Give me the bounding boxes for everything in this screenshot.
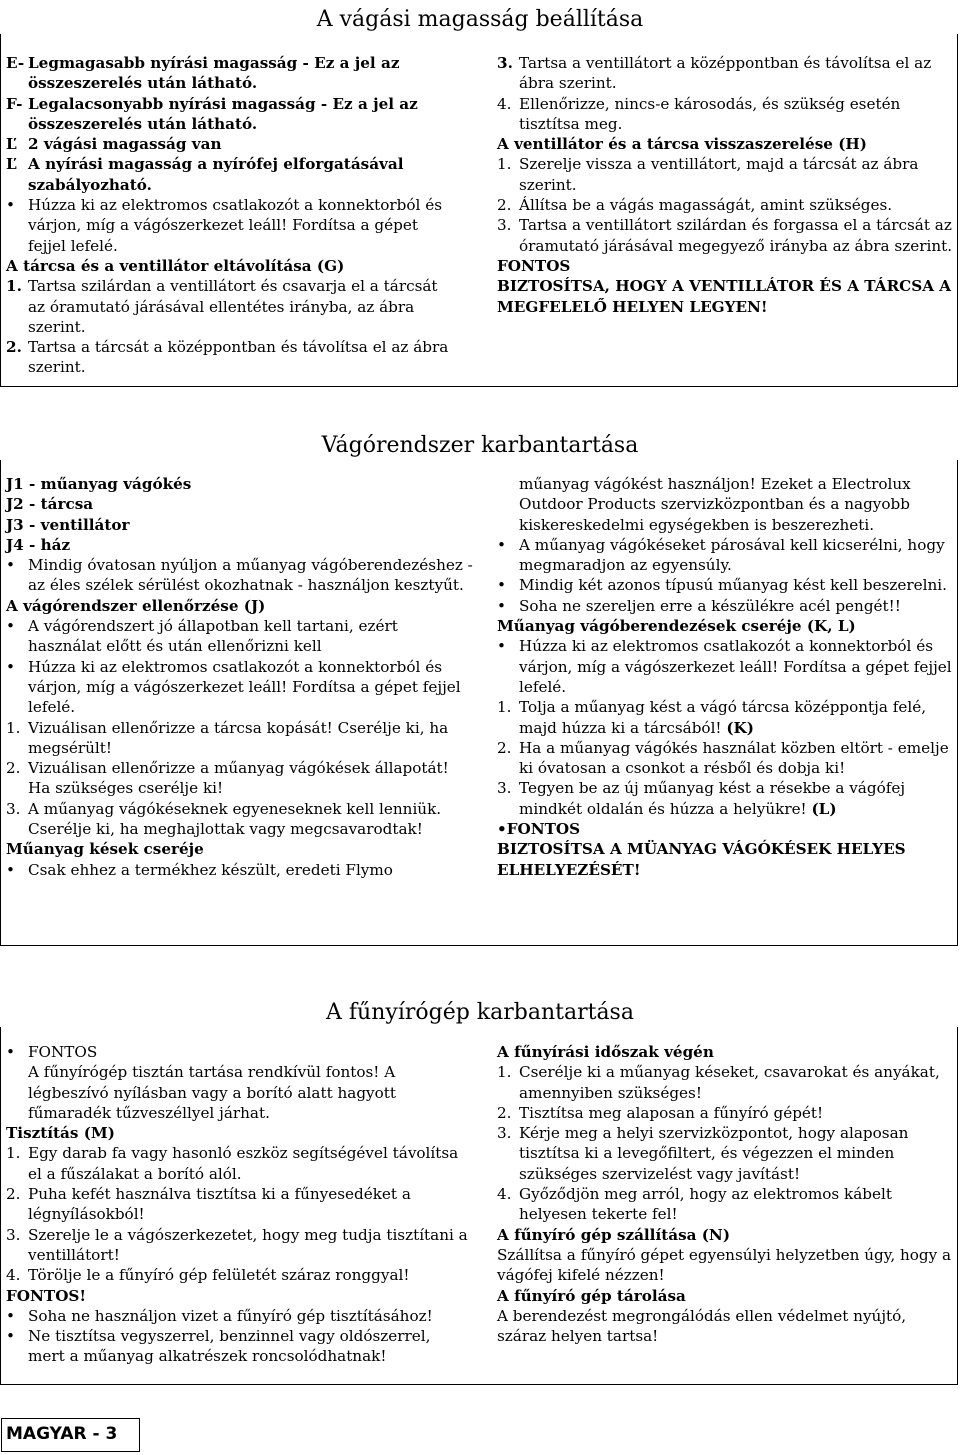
page-footer-label: MAGYAR - 3 (1, 1418, 140, 1452)
section-cutting-height-title: A vágási magasság beállítása (0, 6, 960, 34)
heading-transport: A fűnyíró gép szállítása (N) (497, 1225, 731, 1244)
list-item: 3. Kérje meg a helyi szervizközpontot, hogy alaposan tisztítsa ki a levegőfiltert, és végezzen el minden szükséges szervizelést vagy javítást! (497, 1124, 909, 1183)
part-j4: J4 - ház (6, 535, 71, 554)
list-item: • Húzza ki az elektromos csatlakozót a konnektorból és várjon, míg a vágószerkezet leáll! Fordítsa a gépet fejjel lefelé. (497, 637, 952, 696)
heading-storage: A fűnyíró gép tárolása (497, 1286, 686, 1305)
s1-right-column (497, 53, 957, 317)
list-item: 3. A műanyag vágókéseknek egyeneseknek kell lenniük. Cserélje ki, ha meghajlottak vagy megcsavarodtak! (6, 799, 442, 839)
list-item: 3. Szerelje le a vágószerkezetet, hogy meg tudja tisztítani a ventillátort! (6, 1225, 468, 1264)
s3-left-column (6, 1042, 468, 1367)
important-label: FONTOS! (6, 1286, 87, 1305)
list-item: 2. Vizuálisan ellenőrizze a műanyag vágókések állapotát! Ha szükséges cserélje ki! (6, 759, 449, 798)
part-j2: J2 - tárcsa (6, 495, 94, 514)
list-item: • Mindig óvatosan nyúljon a műanyag vágóberendezéshez - az éles szélek sérülést okozhatnak - használjon kesztyűt. (6, 556, 473, 595)
list-item: • Mindig két azonos típusú műanyag kést kell beszerelni. (497, 576, 947, 595)
list-item: • Ne tisztítsa vegyszerrel, benzinnel vagy oldószerrel, mert a műanyag alkatrészek roncsolódhatnak! (6, 1327, 431, 1366)
list-item: 3. Tartsa a ventillátort a középpontban és távolítsa el az ábra szerint. (497, 54, 932, 93)
storage-text: A berendezést megrongálódás ellen védelmet nyújtó, száraz helyen tartsa! (497, 1306, 907, 1346)
bullet-icon: • (497, 576, 506, 595)
list-item: 1. Vizuálisan ellenőrizze a tárcsa kopását! Cserélje ki, ha megsérült! (6, 718, 449, 757)
label-l1: Ľ 2 vágási magasság van (6, 135, 222, 154)
list-item: 1. Egy darab fa vagy hasonló eszköz segítségével távolítsa el a fűszálakat a borító alól. (6, 1144, 459, 1183)
bullet-icon: • (6, 1306, 15, 1325)
list-item: 1. Tartsa szilárdan a ventillátort és csavarja el a tárcsát az óramutató járásával ellentétes irányba, az ábra szerint. (6, 277, 438, 336)
label-e: E- Legmagasabb nyírási magasság - Ez a jel az összeszerelés után látható. (6, 54, 400, 93)
list-item: 2. Tisztítsa meg alaposan a fűnyíró gépét! (497, 1103, 824, 1122)
part-j1: J1 - műanyag vágókés (6, 475, 192, 493)
s1-left-column (6, 53, 458, 378)
list-item: 3. Tartsa a ventillátort szilárdan és forgassa el a tárcsát az óramutató járásával megegyező irányba az ábra szerint. (497, 216, 953, 255)
section-cutting-system-title: Vágórendszer karbantartása (0, 432, 960, 460)
bullet-icon: • (6, 196, 15, 215)
bullet-icon: • (6, 1043, 15, 1061)
heading-season-end: A fűnyírási időszak végén (497, 1043, 714, 1061)
bullet-icon: • (6, 556, 15, 575)
part-j3: J3 - ventillátor (6, 515, 130, 534)
bullet-icon: • (497, 596, 506, 615)
list-item: 2. Állítsa be a vágás magasságát, amint szükséges. (497, 196, 893, 215)
important-label: •FONTOS (497, 820, 581, 839)
list-item: 2. Ha a műanyag vágókés használat közben eltört - emelje ki óvatosan a csonkot a résből és dobja ki! (497, 738, 949, 778)
heading-blade-system-replacement: Műanyag vágóberendezések cseréje (K, L) (497, 617, 856, 636)
warning-text: BIZTOSÍTSA A MÜANYAG VÁGÓKÉSEK HELYES ELHELYEZÉSÉT! (497, 840, 906, 879)
s2-left-column (6, 474, 474, 880)
list-item: • Húzza ki az elektromos csatlakozót a konnektorból és várjon, míg a vágószerkezet leáll! Fordítsa a gépet fejjel lefelé. (6, 196, 443, 255)
bullet-icon: • (497, 637, 506, 656)
heading-cleaning: Tisztítás (M) (6, 1124, 115, 1143)
s3-right-column (497, 1042, 957, 1346)
list-item: 4. Törölje le a fűnyíró gép felületét száraz ronggyal! (6, 1266, 410, 1285)
list-item: • Soha ne használjon vizet a fűnyíró gép tisztításához! (6, 1306, 433, 1325)
list-item: 2. Tartsa a tárcsát a középpontban és távolítsa el az ábra szerint. (6, 338, 449, 377)
section-mower-care-title: A fűnyírógép karbantartása (0, 999, 960, 1027)
bullet-icon: • (6, 1327, 15, 1346)
list-item: • Soha ne szereljen erre a készülékre acél pengét!! (497, 596, 901, 615)
label-f: F- Legalacsonyabb nyírási magasság - Ez a jel az összeszerelés után látható. (6, 94, 418, 133)
transport-text: Szállítsa a fűnyíró gépet egyensúlyi helyzetben úgy, hogy a vágófej kifelé nézzen! (497, 1245, 952, 1285)
list-item: • A műanyag vágókéseket párosával kell kicserélni, hogy megmaradjon az egyensúly. (497, 535, 945, 575)
list-item: • Húzza ki az elektromos csatlakozót a konnektorból és várjon, míg a vágószerkezet leáll! Fordítsa a gépet fejjel lefelé. (6, 657, 461, 717)
bullet-icon: • (6, 657, 15, 676)
s2-right-column (497, 474, 957, 880)
heading-reassembly: A ventillátor és a tárcsa visszaszerelése (H) (497, 135, 867, 154)
list-item: 1. Cserélje ki a műanyag késeket, csavarokat és anyákat, amennyiben szükséges! (497, 1063, 940, 1102)
list-item: 2. Puha kefét használva tisztítsa ki a fűnyesedéket a légnyílásokból! (6, 1185, 411, 1224)
bullet-icon: • (6, 860, 15, 879)
heading-disc-fan-removal: A tárcsa és a ventillátor eltávolítása (G) (6, 256, 345, 275)
list-item: 4. Győződjön meg arról, hogy az elektromos kábelt helyesen tekerte fel! (497, 1185, 892, 1224)
important-label: FONTOS (497, 256, 571, 275)
list-item: 3. Tegyen be az új műanyag kést a résekbe a vágófej mindkét oldalán és húzza a helyükre! (L) (497, 779, 906, 818)
heading-blade-replacement: Műanyag kések cseréje (6, 840, 204, 859)
bullet-icon: • (497, 535, 506, 554)
list-item: 4. Ellenőrizze, nincs-e károsodás, és szükség esetén tisztítsa meg. (497, 94, 901, 133)
list-item: • Csak ehhez a termékhez készült, eredeti Flymo (6, 860, 393, 879)
list-item: 1. Szerelje vissza a ventillátort, majd a tárcsát az ábra szerint. (497, 155, 919, 194)
important-text: A fűnyírógép tisztán tartása rendkívül fontos! A légbeszívó nyílásban vagy a borító alatt hagyott fűmaradék tűzveszéllyel járhat. (28, 1063, 396, 1122)
label-l2: Ľ A nyírási magasság a nyírófej elforgatásával szabályozható. (6, 155, 404, 194)
list-item: • A vágórendszert jó állapotban kell tartani, ezért használat előtt és után ellenőrizni kell (6, 617, 398, 656)
list-item: • FONTOS (6, 1043, 98, 1061)
list-item: 1. Tolja a műanyag kést a vágó tárcsa középpontja felé, majd húzza ki a tárcsából! (K) (497, 698, 927, 737)
warning-text: BIZTOSÍTSA, HOGY A VENTILLÁTOR ÉS A TÁRCSA A MEGFELELŐ HELYEN LEGYEN! (497, 277, 952, 316)
heading-system-check: A vágórendszer ellenőrzése (J) (6, 596, 266, 615)
bullet-icon: • (6, 617, 15, 636)
blade-continuation: műanyag vágókést használjon! Ezeket a Electrolux Outdoor Products szervizközpontban és a nagyobb kiskereskedelmi egységekben is beszerezheti. (519, 475, 911, 534)
